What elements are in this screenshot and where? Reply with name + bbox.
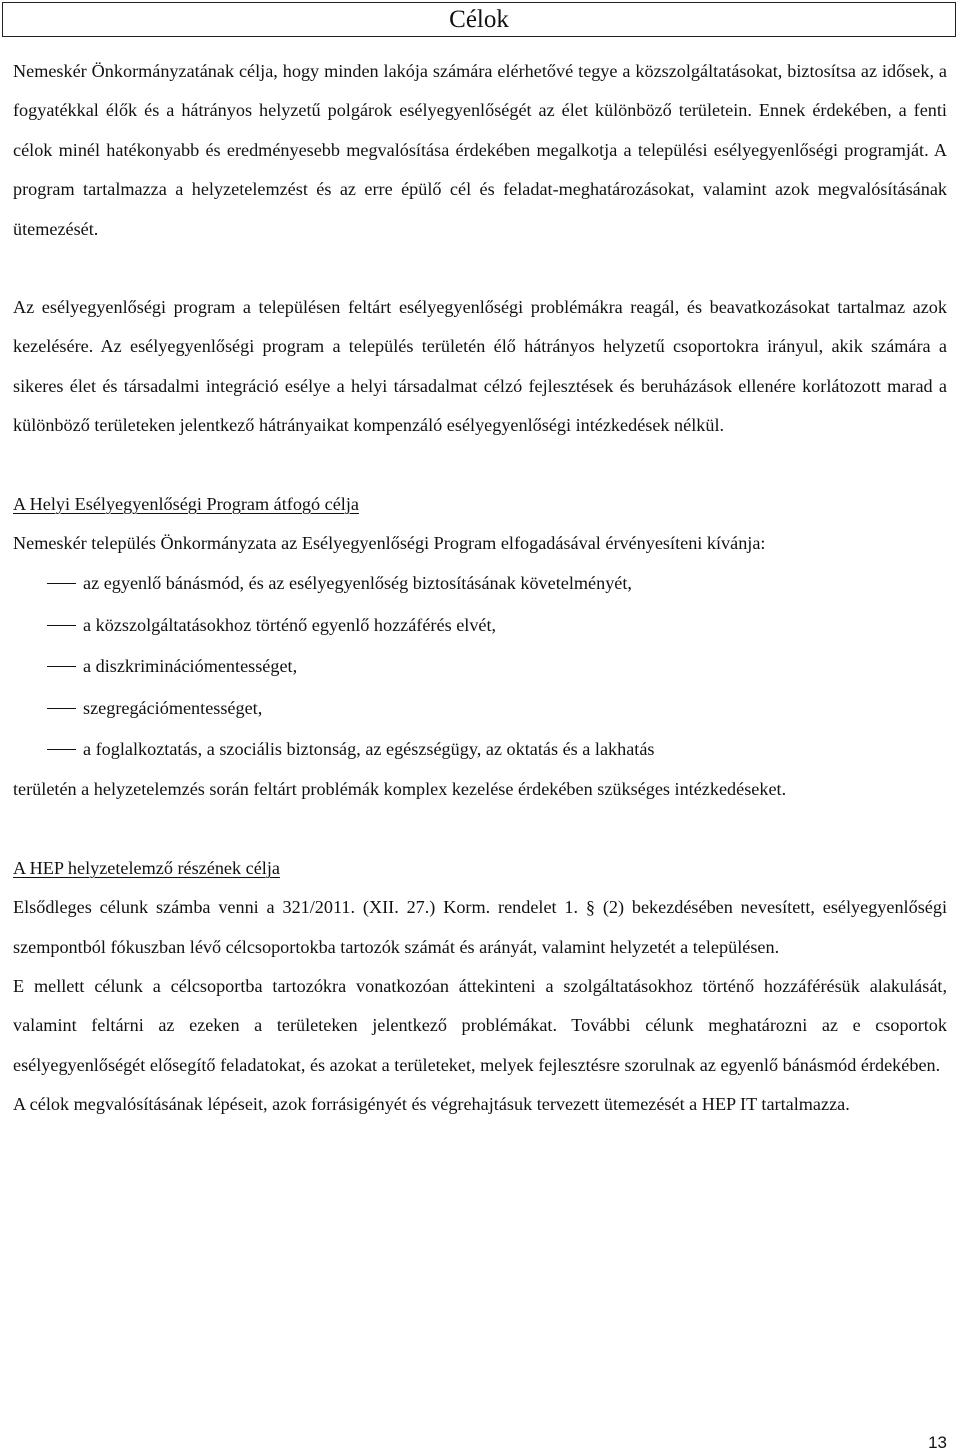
list-item-text: szegregációmentességet,	[83, 697, 263, 718]
hep-paragraph-3: A célok megvalósításának lépéseit, azok forrásigényét és végrehajtásuk tervezett ütemezését a HEP IT tartalmazza.	[13, 1094, 850, 1115]
list-item	[13, 563, 947, 604]
hep-paragraph-2: E mellett célunk a célcsoportba tartozókra vonatkozóan áttekinteni a szolgáltatásokhoz történő hozzáférésük alakulását, valamint feltárni az ezeken a területeken jelentkező problémákat. További célunk meghatározni az e csoportok esélyegyenlőségét elősegítő feladatokat, és azokat a területeket, melyek fejlesztésre szorulnak az egyenlő bánásmód érdekében.	[13, 976, 947, 1075]
section-lead-paragraph: Nemeskér település Önkormányzata az Esélyegyenlőségi Program elfogadásával érvényesíteni kívánja:	[13, 533, 766, 554]
section-heading-overall-goal: A Helyi Esélyegyenlőségi Program átfogó célja	[13, 493, 359, 514]
list-item	[13, 605, 947, 646]
section-tail-paragraph: területén a helyzetelemzés során feltárt problémák komplex kezelése érdekében szükséges intézkedéseket.	[13, 779, 787, 800]
page-title: Célok	[2, 2, 956, 37]
list-item-text: a diszkriminációmentességet,	[83, 656, 298, 677]
list-item	[13, 646, 947, 687]
dash-bullet-icon	[47, 583, 76, 584]
goal-list	[13, 563, 947, 770]
list-item-text: az egyenlő bánásmód, és az esélyegyenlőség biztosításának követelményét,	[83, 573, 632, 594]
dash-bullet-icon	[47, 749, 76, 750]
dash-bullet-icon	[47, 708, 76, 709]
section-heading-hep-analysis: A HEP helyzetelemző részének célja	[13, 857, 280, 878]
document-body	[13, 52, 947, 1125]
spacer	[13, 446, 947, 485]
intro-paragraph-1: Nemeskér Önkormányzatának célja, hogy minden lakója számára elérhetővé tegye a közszolgáltatásokat, biztosítsa az idősek, a fogyatékkal élők és a hátrányos helyzetű polgárok esélyegyenlőségét az élet különböző területein. Ennek érdekében, a fenti célok minél hatékonyabb és eredményesebb megvalósítása érdekében megalkotja a települési esélyegyenlőségi programját. A program tartalmazza a helyzetelemzést és az erre épülő cél és feladat-meghatározásokat, valamint azok megvalósításának ütemezését.	[13, 61, 947, 239]
spacer	[13, 249, 947, 288]
list-item	[13, 688, 947, 729]
intro-paragraph-2: Az esélyegyenlőségi program a településen feltárt esélyegyenlőségi problémákra reagál, és beavatkozásokat tartalmaz azok kezelésére. Az esélyegyenlőségi program a település területén élő hátrányos helyzetű csoportokra irányul, akik számára a sikeres élet és társadalmi integráció esélye a helyi társadalmat célzó fejlesztések és beruházások ellenére korlátozott marad a különböző területeken jelentkező hátrányaikat kompenzáló esélyegyenlőségi intézkedések nélkül.	[13, 297, 947, 436]
page-number: 13	[928, 1433, 947, 1452]
list-item-text: a közszolgáltatásokhoz történő egyenlő hozzáférés elvét,	[83, 614, 497, 635]
list-item	[13, 729, 947, 770]
list-item-text: a foglalkoztatás, a szociális biztonság, az egészségügy, az oktatás és a lakhatás	[83, 739, 655, 760]
spacer	[13, 810, 947, 849]
hep-paragraph-1: Elsődleges célunk számba venni a 321/2011. (XII. 27.) Korm. rendelet 1. § (2) bekezdésében nevesített, esélyegyenlőségi szempontból fókuszban lévő célcsoportokba tartozók számát és arányát, valamint helyzetét a településen.	[13, 897, 947, 957]
dash-bullet-icon	[47, 625, 76, 626]
dash-bullet-icon	[47, 666, 76, 667]
